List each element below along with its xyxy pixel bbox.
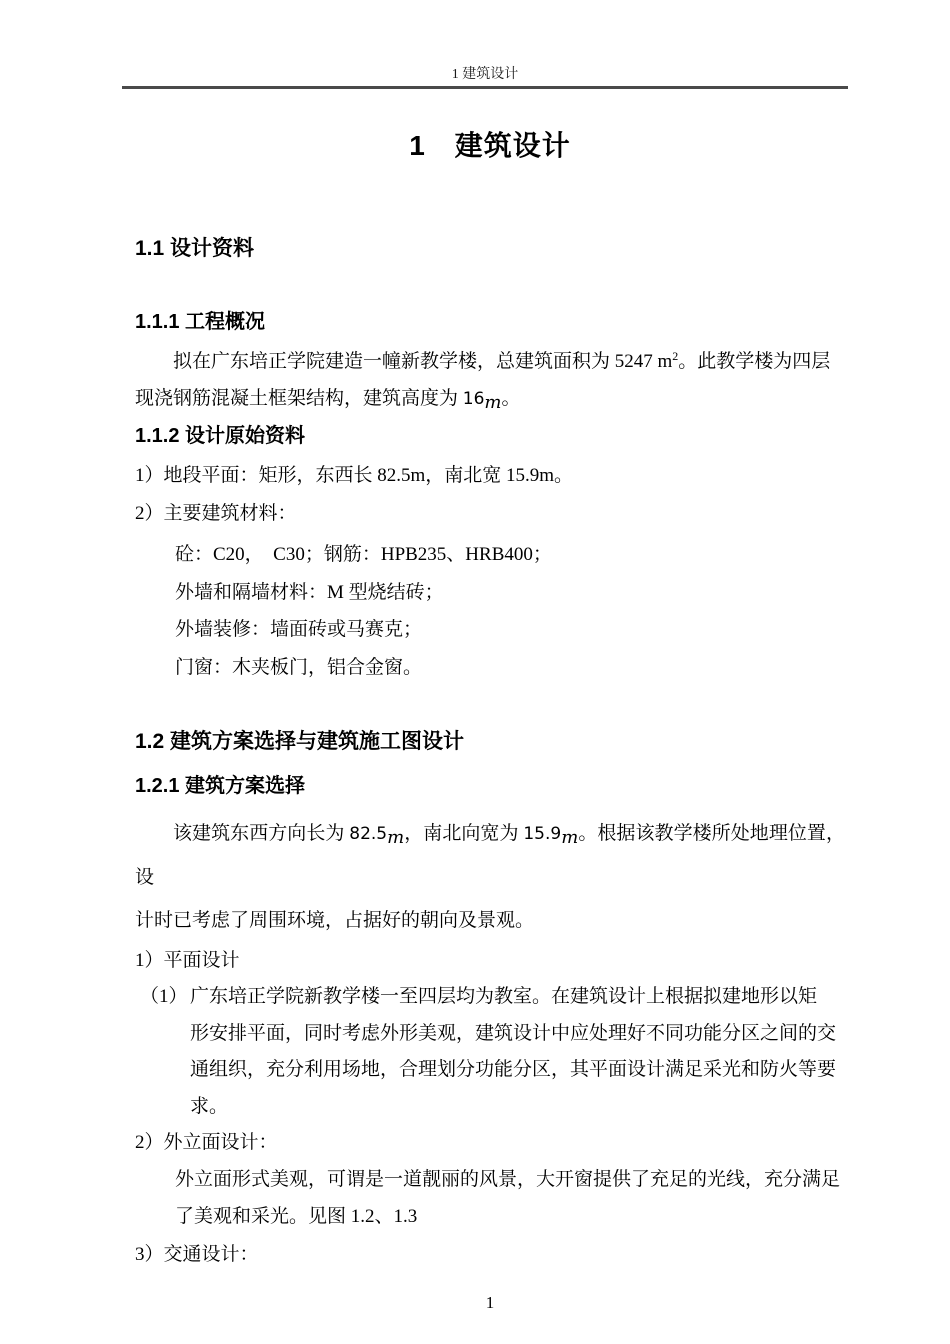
sub-item-line: 通组织，充分利用场地，合理划分功能分区，其平面设计满足采光和防火等要 <box>190 1059 837 1080</box>
list-item-facade-design: 2）外立面设计： <box>135 1132 278 1153</box>
material-line: 门窗：木夹板门，铝合金窗。 <box>175 656 423 678</box>
paragraph-text: 。此教学楼为四层 <box>678 351 831 372</box>
plan-design-sub-item <box>135 979 845 1125</box>
page-header <box>122 0 848 89</box>
running-title: 1 建筑设计 <box>451 67 519 82</box>
material-line: 外墙装修：墙面砖或马赛克； <box>175 619 423 640</box>
width-value: 15.9 <box>523 824 562 844</box>
sub-item-line: 求。 <box>190 1095 229 1117</box>
height-value: 16 <box>462 389 485 409</box>
paragraph-text: 。 <box>501 388 521 409</box>
paragraph-text: ，南北向宽为 <box>404 823 524 844</box>
section-1-2-1-heading: 1.2.1 建筑方案选择 <box>135 775 306 797</box>
list-item-materials: 2）主要建筑材料： <box>135 503 297 524</box>
sub-item-line: 广东培正学院新教学楼一至四层均为教室。在建筑设计上根据拟建地形以矩 <box>190 986 818 1007</box>
list-item-plan-design: 1）平面设计 <box>135 950 240 971</box>
list-item-site-plan: 1）地段平面：矩形，东西长 82.5m，南北宽 15.9m。 <box>135 465 574 486</box>
paragraph-text: 该建筑东西方向长为 <box>173 823 350 844</box>
scheme-selection-paragraph <box>135 812 845 942</box>
paragraph-text: 计时已考虑了周围环境，占据好的朝向及景观。 <box>135 910 535 931</box>
section-1-1-heading: 1.1 设计资料 <box>135 237 255 260</box>
facade-design-paragraph <box>135 1162 845 1235</box>
paragraph-text: 现浇钢筋混凝土框架结构，建筑高度为 <box>135 388 463 409</box>
material-line: 砼：C20， C30；钢筋：HPB235、HRB400； <box>175 544 552 565</box>
paragraph-line: 外立面形式美观，可谓是一道靓丽的风景，大开窗提供了充足的光线，充分满足 <box>175 1169 841 1190</box>
section-1-1-1-heading: 1.1.1 工程概况 <box>135 311 266 333</box>
section-1-1-2-heading: 1.1.2 设计原始资料 <box>135 425 306 447</box>
width-unit: m <box>561 827 579 848</box>
material-line: 外墙和隔墙材料：M 型烧结砖； <box>175 581 444 603</box>
project-overview-paragraph <box>135 344 845 417</box>
list-item-traffic-design: 3）交通设计： <box>135 1244 259 1265</box>
paragraph-text: 拟在广东培正学院建造一幢新教学楼，总建筑面积为 5247 m <box>173 351 673 372</box>
page-title: 1 建筑设计 <box>409 130 571 161</box>
sub-item-marker: （1） <box>140 986 188 1007</box>
section-1-2-heading: 1.2 建筑方案选择与建筑施工图设计 <box>135 730 465 753</box>
length-value: 82.5 <box>349 824 388 844</box>
paragraph-text: 。根据该教学楼所处地理位置，设 <box>135 823 845 888</box>
sub-item-line: 形安排平面，同时考虑外形美观，建筑设计中应处理好不同功能分区之间的交 <box>190 1022 837 1044</box>
page-number: 1 <box>485 1293 495 1312</box>
paragraph-line: 了美观和采光。见图 1.2、1.3 <box>175 1205 418 1227</box>
length-unit: m <box>387 827 405 848</box>
height-unit: m <box>484 392 502 413</box>
materials-list <box>135 536 845 686</box>
page-content <box>135 127 845 1313</box>
area-exponent: 2 <box>672 349 679 363</box>
